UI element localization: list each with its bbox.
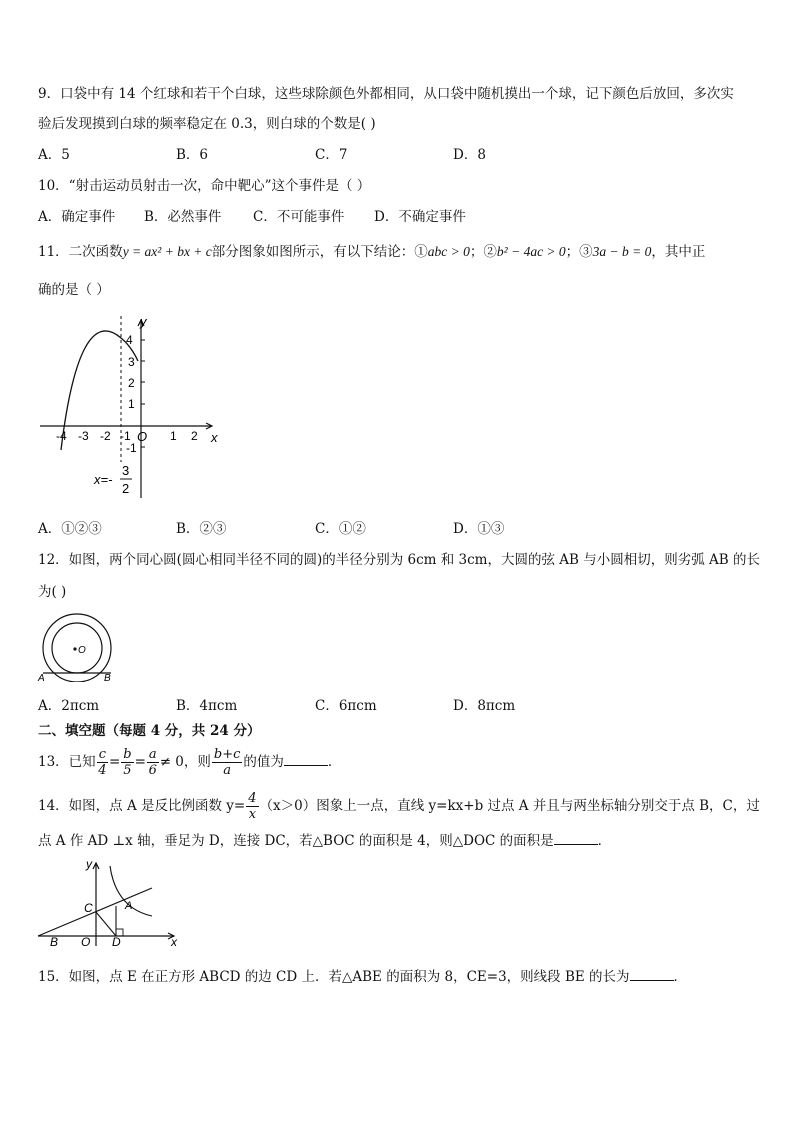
q11-conclusion-1: abc > 0 xyxy=(427,244,470,259)
q12-option-c[interactable]: C．6πcm xyxy=(315,698,377,714)
q9-option-a[interactable]: A．5 xyxy=(38,147,70,163)
q13-fraction-bc-a: $\frac{b+c}{a}$ xyxy=(213,747,241,778)
q11-ytick-4: 4 xyxy=(126,333,133,347)
q10-option-d[interactable]: D．不确定事件 xyxy=(374,209,466,225)
q9-option-c[interactable]: C．7 xyxy=(315,147,348,163)
q11-conclusion-3: 3a − b = 0 xyxy=(592,244,652,259)
q14-label-b: B xyxy=(50,935,59,948)
q11-x-label: x xyxy=(211,430,218,445)
q11-ytick-1: 1 xyxy=(128,397,135,411)
q11-xtick-1: 1 xyxy=(170,429,177,443)
q11-origin-label: O xyxy=(137,429,148,444)
q9-line1: 9．口袋中有 14 个红球和若干个白球，这些球除颜色外都相同，从口袋中随机摸出一个球，记下颜色后放回，多次实 xyxy=(38,86,734,102)
q10-stem: 10．“射击运动员射击一次，命中靶心”这个事件是（ ） xyxy=(38,178,371,194)
q12-point-b: B xyxy=(104,673,111,682)
q11-conclusion-2: b² − 4ac > 0 xyxy=(496,244,566,259)
q14-label-x: x xyxy=(171,935,177,948)
q11-xtick-2: 2 xyxy=(191,429,198,443)
q11-function: y = ax² + bx + c xyxy=(122,244,212,259)
q10-option-c[interactable]: C．不可能事件 xyxy=(253,209,345,225)
q14-label-a: A xyxy=(125,900,133,912)
q12-small-circle xyxy=(52,623,102,673)
q12-large-circle xyxy=(43,614,111,682)
q12-center-label: O xyxy=(78,645,86,656)
q15-line: 15．如图，点 E 在正方形 ABCD 的边 CD 上．若△ABE 的面积为 8，CE=3，则线段 BE 的长为 ． xyxy=(38,969,688,985)
q11-ytick-2: 2 xyxy=(128,376,135,390)
q14-label-d: D xyxy=(112,935,121,948)
q12-center-dot xyxy=(73,647,76,650)
q11-ytick-3: 3 xyxy=(128,355,135,369)
q11-axis-note-num: 3 xyxy=(122,463,130,478)
q9-option-d[interactable]: D．8 xyxy=(453,147,486,163)
q11-option-d[interactable]: D．①③ xyxy=(453,521,505,537)
q11-xtick-neg4: -4 xyxy=(56,429,67,443)
q14-figure xyxy=(36,858,186,948)
q11-axis-note: x=- xyxy=(94,472,113,487)
q12-option-d[interactable]: D．8πcm xyxy=(453,698,516,714)
q12-point-a: A xyxy=(38,673,45,682)
q14-fraction-4-x: $\frac{4}{x}$ xyxy=(248,791,257,822)
q9-line2: 验后发现摸到白球的频率稳定在 0.3，则白球的个数是( ) xyxy=(38,116,376,132)
q13-fraction-a-6: $\frac{a}{6}$ xyxy=(148,747,157,778)
q12-line2: 为( ) xyxy=(38,584,67,600)
q13-fraction-b-5: $\frac{b}{5}$ xyxy=(123,747,132,778)
q15-answer-blank[interactable] xyxy=(630,968,674,981)
q14-label-o: O xyxy=(81,935,91,948)
q13-fraction-c-4: $\frac{c}{4}$ xyxy=(98,747,107,778)
q11-parabola-graph xyxy=(34,312,224,502)
q12-option-b[interactable]: B．4πcm xyxy=(176,698,238,714)
q14-answer-blank[interactable] xyxy=(554,832,598,845)
q14-label-c: C xyxy=(84,901,93,915)
q14-segment-dc xyxy=(96,912,116,936)
q14-label-y: y xyxy=(86,858,92,871)
q13-answer-blank[interactable] xyxy=(284,753,328,766)
q10-option-b[interactable]: B．必然事件 xyxy=(144,209,222,225)
q12-option-a[interactable]: A．2πcm xyxy=(38,698,100,714)
q14-line-bca xyxy=(38,888,152,936)
q11-line2: 确的是（ ） xyxy=(38,282,110,298)
q12-line1: 12．如图，两个同心圆(圆心相同半径不同的圆)的半径分别为 6cm 和 3cm，大圆的弦 AB 与小圆相切，则劣弧 AB 的长 xyxy=(38,552,760,568)
q11-option-b[interactable]: B．②③ xyxy=(176,521,227,537)
q11-axis-note-den: 2 xyxy=(122,481,130,496)
q11-xtick-neg3: -3 xyxy=(78,429,89,443)
q11-xtick-neg2: -2 xyxy=(100,429,111,443)
q14-line2: 点 A 作 AD ⊥x 轴，垂足为 D，连接 DC，若△BOC 的面积是 4，则△DOC 的面积是 ． xyxy=(38,833,612,849)
q12-concentric-circles xyxy=(34,612,124,682)
section-fill-in-title: 二、填空题（每题 4 分，共 24 分） xyxy=(38,723,261,739)
q9-option-b[interactable]: B．6 xyxy=(176,147,209,163)
q13-line: 13．已知 $\frac{c}{4}$ = $\frac{b}{5}$ = $\frac{a}{6}$ ≠ 0，则 $\frac{b+c}{a}$ 的值为 ． xyxy=(38,747,342,778)
q10-option-a[interactable]: A．确定事件 xyxy=(38,209,116,225)
q11-line1: 11．二次函数y = ax² + bx + c部分图象如图所示，有以下结论：①abc > 0；②b² − 4ac > 0；③3a − b = 0，其中正 xyxy=(38,244,706,260)
q11-option-a[interactable]: A．①②③ xyxy=(38,521,102,537)
q11-ytick-neg1: -1 xyxy=(126,441,137,455)
q14-line1: 14．如图，点 A 是反比例函数 y= $\frac{4}{x}$ （x＞0）图象上一点，直线 y=kx+b 过点 A 并且与两坐标轴分别交于点 B，C，过 xyxy=(38,791,760,822)
q11-y-label: y xyxy=(140,314,147,329)
q11-xtick-neg1: -1 xyxy=(120,429,131,443)
q11-option-c[interactable]: C．①② xyxy=(315,521,366,537)
